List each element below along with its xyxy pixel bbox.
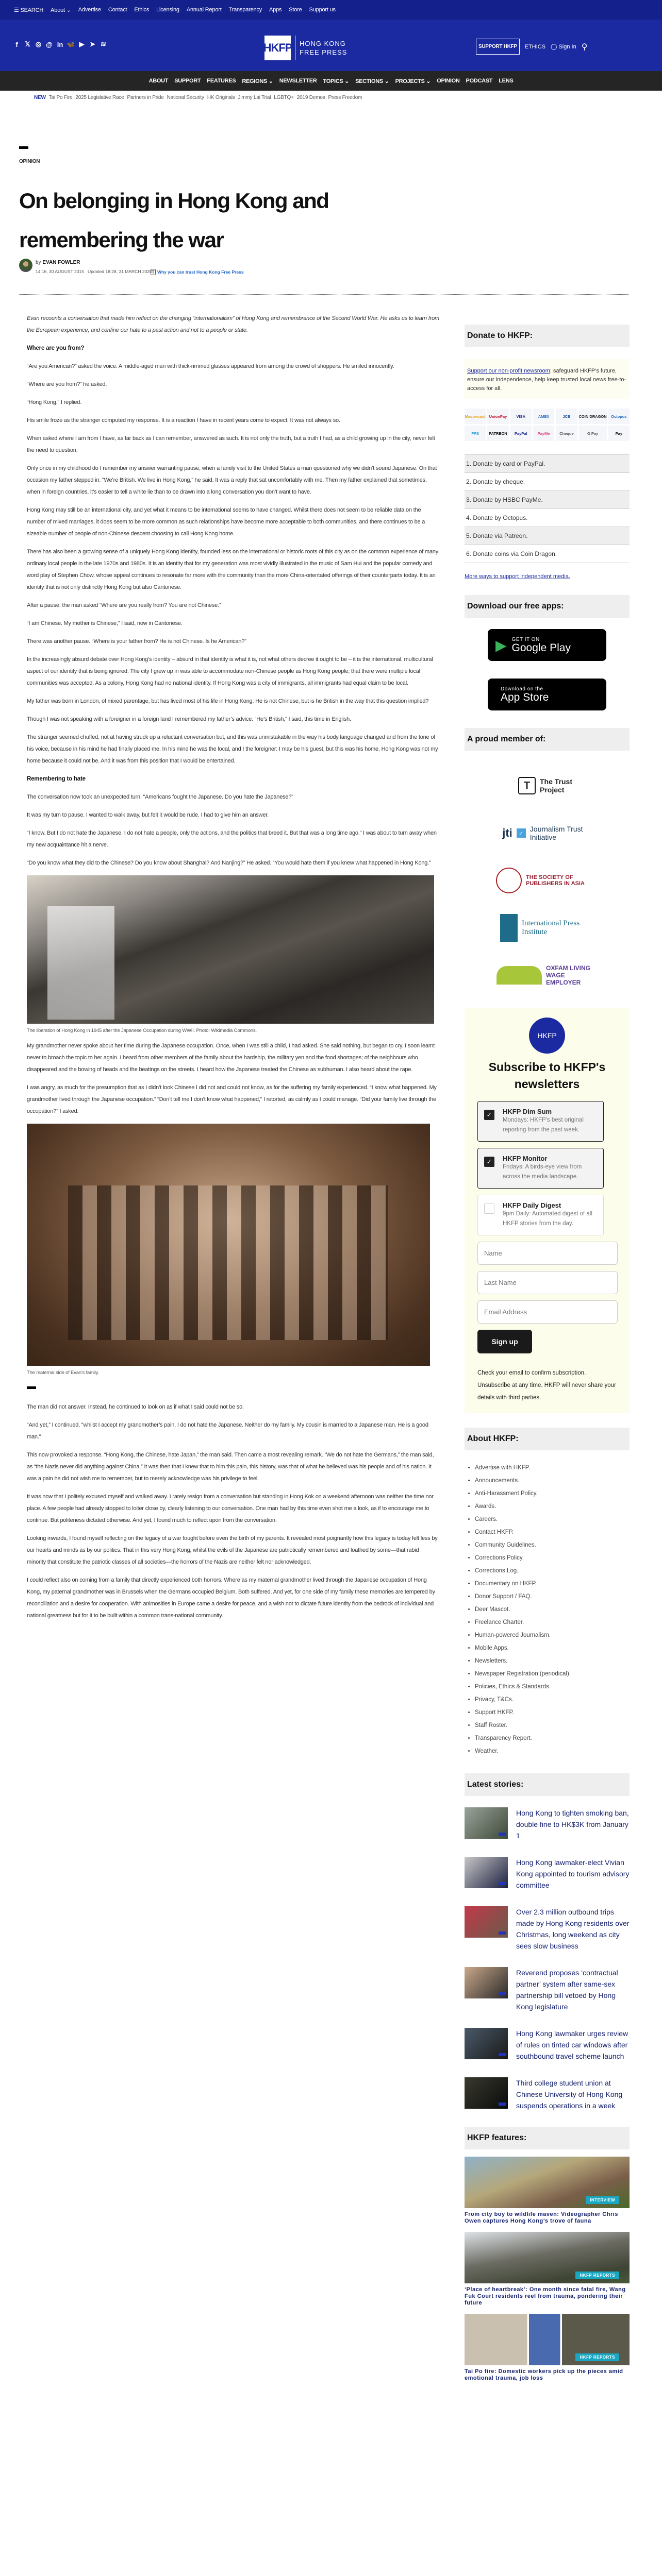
about-link[interactable]: • Support HKFP. bbox=[475, 1706, 630, 1719]
nav-projects[interactable]: PROJECTS ⌄ bbox=[395, 78, 431, 84]
newsletter-text bbox=[503, 1155, 597, 1182]
member-heading: A proud member of: bbox=[465, 728, 630, 751]
newsletter-title: Subscribe to HKFP's newsletters bbox=[488, 1060, 606, 1091]
about-link[interactable]: • Policies, Ethics & Standards. bbox=[475, 1681, 630, 1693]
story-thumbnail[interactable] bbox=[465, 1967, 508, 1998]
about-link[interactable]: • Careers. bbox=[475, 1513, 630, 1526]
newsletter-signup bbox=[465, 1008, 630, 1413]
about-link[interactable]: • Announcements. bbox=[475, 1475, 630, 1487]
article-paragraph: “Where are you from?” he asked. bbox=[27, 381, 107, 387]
article-paragraph: “Are you American?” asked the voice. A middle-aged man with thick-rimmed glasses appeared from among the crowd of shoppers. He smiled innocently. bbox=[27, 363, 394, 369]
checkbox-unchecked[interactable] bbox=[484, 1204, 494, 1214]
article-paragraph: It was now that I politely excused myself and walked away. I rarely resign from a conversation but standing in Hong Kok on a weekend afternoon was neither the time nor place. A few people had already stopped to loiter close by, clearly listening to our conversation. One man had by this time even shot me a look, as if to encourage me to continue. But politeness dictated otherwise. And yet, I found much to reflect upon from the conversation. bbox=[27, 1494, 434, 1523]
article-lead: Evan recounts a conversation that made him reflect on the changing “internationalism” of Hong Kong and remembrance of the Second World War. He asks us to learn from the European experience, and confine our hate to a past action and not to a people or state. bbox=[27, 315, 439, 333]
story-title[interactable]: Hong Kong to tighten smoking ban, double fine to HK$3K from January 1 bbox=[516, 1809, 629, 1840]
payment-method-logo: JCB bbox=[556, 409, 577, 424]
family-photo[interactable] bbox=[27, 1124, 430, 1366]
story-thumbnail[interactable] bbox=[465, 1807, 508, 1839]
logo-mark: HKFP bbox=[264, 36, 291, 60]
top-link-about[interactable]: About ⌄ bbox=[51, 7, 71, 13]
about-link[interactable]: • Freelance Charter. bbox=[475, 1616, 630, 1629]
support-newsroom-link[interactable]: Support our non-profit newsroom bbox=[467, 368, 550, 374]
name-input[interactable] bbox=[477, 1242, 618, 1265]
article-paragraph: My father was born in London, of mixed parentage, but has lived most of his life in Hong Kong. He is not Chinese, but is he British in the way that this question implied? bbox=[27, 698, 429, 704]
member-sopa[interactable] bbox=[465, 857, 630, 904]
article-figure bbox=[27, 875, 439, 1035]
article-figure bbox=[27, 1124, 439, 1377]
latest-story[interactable] bbox=[465, 1967, 630, 2012]
about-link[interactable]: • Documentary on HKFP. bbox=[475, 1578, 630, 1590]
feature-title[interactable]: From city boy to wildlife maven: Videographer Chris Owen captures Hong Kong’s trove of fauna bbox=[465, 2211, 618, 2224]
story-title[interactable]: Hong Kong lawmaker-elect Vivian Kong appointed to tourism advisory committee bbox=[516, 1858, 630, 1889]
article-paragraph: The stranger seemed chuffed, not at having struck up a reluctant conversation but, and this was unmistakable in the way his body language changed and from the tone of his voice, because in his mind he had finally placed me. In his mind he was the local, and I the foreigner: I may be his guest, but this was his home. Hong Kong was not my home because it could not be. And it was from this position that I would be entertained. bbox=[27, 734, 438, 764]
article-paragraph: There has also been a growing sense of a uniquely Hong Kong identity, founded less on the international or historic roots of this city as on the common experience of many ordinary local people in the late 1970s and 1980s. It is an identity that for my generation was most vividly illustrated in the music of Sam Hui and the popular comedy and word play of Stephen Chow, whose appeal continues to resonate far more with the community than the more China-orientated offerings of their counterparts today. It is an identity that is not only distinctly Hong Kong but also Cantonese. bbox=[27, 549, 439, 590]
feature-title[interactable]: ‘Place of heartbreak’: One month since fatal fire, Wang Fuk Court residents reel from trauma, pondering their future bbox=[465, 2286, 626, 2306]
newsletter-name: HKFP Daily Digest bbox=[503, 1201, 561, 1209]
story-title[interactable]: Reverend proposes ‘contractual partner’ system after same-sex partnership bill vetoed by Hong Kong legislature bbox=[516, 1969, 618, 2011]
feature-story[interactable] bbox=[465, 2232, 630, 2307]
about-link[interactable]: • Transparency Report. bbox=[475, 1732, 630, 1745]
trending-link[interactable]: Partners in Pride bbox=[127, 94, 164, 100]
payment-method-logo: VISA bbox=[510, 409, 532, 424]
app-store-big: App Store bbox=[501, 691, 549, 703]
nav-opinion[interactable]: OPINION bbox=[437, 78, 460, 84]
story-thumbnail[interactable] bbox=[465, 1906, 508, 1938]
user-icon: ◯ bbox=[551, 44, 559, 50]
donate-options bbox=[465, 454, 630, 563]
top-utility-bar bbox=[0, 0, 662, 20]
x-icon[interactable]: 𝕏 bbox=[25, 40, 30, 48]
member-name: The Trust Project bbox=[540, 777, 573, 794]
google-play-icon: ▶ bbox=[495, 637, 507, 653]
top-link-support-us[interactable]: Support us bbox=[309, 7, 336, 13]
google-play-button[interactable] bbox=[488, 629, 606, 661]
feature-tag: HKFP REPORTS bbox=[575, 2272, 619, 2279]
about-link[interactable]: • Community Guidelines. bbox=[475, 1539, 630, 1552]
payment-method-logo: PayMe bbox=[533, 426, 554, 441]
section-4-paragraphs bbox=[27, 1401, 439, 1622]
payment-method-logo: UnionPay bbox=[487, 409, 508, 424]
section-3-paragraphs bbox=[27, 1040, 439, 1117]
donate-heading: Donate to HKFP: bbox=[465, 325, 630, 347]
article-paragraph: “And yet,” I continued, “whilst I accept my grandmother’s pain, I do not hate the Japanese. Neither do my family. My cousin is married to a Japanese man. He is a good man.” bbox=[27, 1422, 428, 1440]
payment-method-logo: AMEX bbox=[533, 409, 554, 424]
feature-stories bbox=[465, 2157, 630, 2382]
about-link[interactable]: • Newspaper Registration (periodical). bbox=[475, 1668, 630, 1681]
about-heading: About HKFP: bbox=[465, 1428, 630, 1450]
app-store-button[interactable] bbox=[488, 679, 606, 710]
header-divider bbox=[19, 294, 629, 295]
feature-tag: INTERVIEW bbox=[586, 2196, 619, 2204]
member-oxfam[interactable] bbox=[465, 952, 630, 999]
article-dates bbox=[36, 269, 152, 274]
nav-topics[interactable]: TOPICS ⌄ bbox=[323, 78, 350, 84]
payment-method-logo: G Pay bbox=[579, 426, 607, 441]
figure-caption: The liberation of Hong Kong in 1945 after the Japanese Occupation during WWII. Photo: Wikimedia Commons. bbox=[27, 1028, 257, 1033]
member-jti[interactable] bbox=[465, 809, 630, 857]
trending-link[interactable]: National Security bbox=[167, 94, 204, 100]
trending-link[interactable]: 2025 Legislative Race bbox=[75, 94, 124, 100]
article-paragraph: I was angry, as much for the presumption that as I didn’t look Chinese I did not and could not know, as for the suffering my family experienced. “I know what happened. My grandmother lived through the Japanese occupation.” “Don’t tell me I don’t know what happened,” I retorted, as calmly as I could manage. “Did your family live through the occupation?” I asked. bbox=[27, 1084, 437, 1114]
rss-icon[interactable]: ≋ bbox=[101, 40, 106, 48]
feature-story[interactable] bbox=[465, 2314, 630, 2382]
article-paragraph: It was my turn to pause. I wanted to walk away, but felt it would be rude. I had to give him an answer. bbox=[27, 812, 269, 818]
site-logo[interactable] bbox=[264, 36, 347, 60]
page-content bbox=[0, 104, 662, 2389]
support-hkfp-button[interactable]: SUPPORT HKFP bbox=[476, 39, 520, 55]
bluesky-icon[interactable]: 🦋 bbox=[67, 40, 75, 48]
liberation-photo[interactable] bbox=[27, 875, 434, 1024]
about-link[interactable]: • Human-powered Journalism. bbox=[475, 1629, 630, 1642]
article-paragraph: “Do you know what they did to the Chinese? Do you know about Shanghai? And Nanjing?” He asked. “You would hate them if you knew what happened in Hong Kong.” bbox=[27, 860, 431, 866]
feature-tag: HKFP REPORTS bbox=[575, 2353, 619, 2361]
top-link-store[interactable]: Store bbox=[289, 7, 302, 13]
by-prefix: by bbox=[36, 260, 41, 265]
content-columns bbox=[0, 299, 662, 2389]
article-paragraph: Looking inwards, I found myself reflecting on the legacy of a war fought before even the birth of my parents. It revealed most poignantly how this legacy is today felt less by our hearts and minds as by our politics. That in this very Hong Kong, whilst the evils of the Japanese are patriotically remembered and loathed by some—that rabid minority that constitute the patriotic classes of all societies—the horrors of the Nazis are neither felt nor acknowledged. bbox=[27, 1535, 438, 1565]
updated-date: Updated 18:28, 31 MARCH 2020 bbox=[87, 269, 152, 274]
top-link-apps[interactable]: Apps bbox=[269, 7, 282, 13]
search-icon[interactable]: ⚲ bbox=[581, 42, 588, 52]
trending-nav bbox=[0, 91, 662, 104]
sign-in-link[interactable] bbox=[551, 43, 576, 50]
threads-icon[interactable]: @ bbox=[46, 40, 53, 48]
ipi-logo-icon bbox=[500, 914, 518, 942]
newsletter-text bbox=[503, 1201, 597, 1229]
payment-method-logo: Pay bbox=[608, 426, 630, 441]
article-paragraph: There was another pause. “Where is your father from? He is not Chinese. Is he American?” bbox=[27, 638, 246, 645]
nav-regions[interactable]: REGIONS ⌄ bbox=[242, 78, 273, 84]
donate-option[interactable]: 4. Donate by Octopus. bbox=[465, 509, 630, 527]
donate-box bbox=[465, 359, 630, 399]
newsletter-option[interactable] bbox=[477, 1148, 604, 1189]
article-paragraph: Only once in my childhood do I remember my answer warranting pause, when a family visit to the United States a man questioned why we didn’t sound Japanese. On that occasion my father stepped in: “We’re British. We live in Hong Kong,” he said. It was a reply that sat uncomfortably with me. Then my father explained that sometimes, when in foreign countries, it’s easier to tell a white lie than to be drawn into a long conversation you don’t want to have. bbox=[27, 465, 437, 495]
nav-newsletter[interactable]: NEWSLETTER bbox=[279, 78, 317, 84]
latest-story[interactable] bbox=[465, 1857, 630, 1891]
sopa-seal-icon bbox=[496, 868, 522, 893]
linkedin-icon[interactable]: in bbox=[57, 40, 63, 48]
google-play-big: Google Play bbox=[511, 641, 571, 654]
top-link-advertise[interactable]: Advertise bbox=[78, 7, 101, 13]
article-paragraph: I could reflect also on coming from a family that directly experienced both horrors. Where as my maternal grandmother lived through the Japanese occupation of Hong Kong, my paternal grandmother was in Brussels when the Germans occupied Belgium. Both suffered. And yet, for one side of my family these memories are tempered by reconciliation and a desire for cooperation. With animosities in Europe came a desire for peace, and a wish not to dictate future identity from the bedrock of individual and national greatness but for it to be built within a common trans-national community. bbox=[27, 1577, 435, 1619]
payment-methods bbox=[465, 409, 630, 441]
newsletter-description: Fridays: A birds-eye view from across the media landscape. bbox=[503, 1164, 582, 1180]
nav-features[interactable]: FEATURES bbox=[207, 78, 236, 84]
about-link[interactable]: • Corrections Policy. bbox=[475, 1552, 630, 1565]
about-link[interactable]: • Contact HKFP. bbox=[475, 1526, 630, 1539]
figure-caption: The maternal side of Evan’s family. bbox=[27, 1370, 99, 1376]
article-paragraph: My grandmother never spoke about her time during the Japanese occupation. Once, when I was still a child, I had asked. She said nothing, but began to cry. I soon learnt never to broach the topic to her again. I heard from other members of the family about the hardship, the military yen and the food shortages; of the neighbours who disappeared and the bowing of heads and the beatings on the streets. I heard how the Japanese treated the Chinese as subhuman. I also heard about the rape. bbox=[27, 1043, 435, 1073]
about-link[interactable]: • Deer Mascot. bbox=[475, 1603, 630, 1616]
new-label: NEW bbox=[34, 94, 46, 100]
about-link[interactable]: • Advertise with HKFP. bbox=[475, 1462, 630, 1475]
last-name-input[interactable] bbox=[477, 1271, 618, 1294]
feature-image[interactable] bbox=[465, 2314, 630, 2365]
about-link[interactable]: • Privacy, T&Cs. bbox=[475, 1693, 630, 1706]
section-heading: Remembering to hate bbox=[27, 776, 86, 782]
donate-option[interactable]: 2. Donate by cheque. bbox=[465, 472, 630, 490]
trending-link[interactable]: Press Freedom bbox=[328, 94, 362, 100]
story-title[interactable]: Hong Kong lawmaker urges review of rules on tinted car windows after southbound travel scheme launch bbox=[516, 2029, 628, 2060]
facebook-icon[interactable]: f bbox=[15, 40, 18, 48]
ethics-link[interactable]: ETHICS bbox=[524, 43, 546, 50]
feature-image[interactable] bbox=[465, 2157, 630, 2208]
story-thumbnail[interactable] bbox=[465, 2077, 508, 2109]
telegram-icon[interactable]: ➤ bbox=[90, 40, 95, 48]
payment-method-logo: FPS bbox=[465, 426, 486, 441]
article-paragraph: “Hong Kong,” I replied. bbox=[27, 399, 82, 405]
top-link-annual-report[interactable]: Annual Report bbox=[186, 7, 222, 13]
latest-story[interactable] bbox=[465, 1906, 630, 1952]
instagram-icon[interactable]: ◎ bbox=[35, 40, 42, 48]
donate-text: : safeguard HKFP's future, ensure our independence, help keep trusted local news free-to-access for all. bbox=[467, 368, 626, 392]
logo-line-1: HONG KONG bbox=[300, 40, 346, 47]
donate-option[interactable]: 3. Donate by HSBC PayMe. bbox=[465, 490, 630, 509]
author-name[interactable]: EVAN FOWLER bbox=[42, 260, 80, 265]
member-name: THE SOCIETY OF PUBLISHERS IN ASIA bbox=[526, 874, 585, 887]
article-paragraph: The man did not answer. Instead, he continued to look on as if what I said could not be so. bbox=[27, 1404, 244, 1410]
nav-podcast[interactable]: PODCAST bbox=[466, 78, 493, 84]
newsletter-description: 9pm Daily: Automated digest of all HKFP stories from the day. bbox=[503, 1211, 592, 1227]
top-link-licensing[interactable]: Licensing bbox=[156, 7, 179, 13]
google-play-small: GET IT ON bbox=[511, 636, 540, 642]
nav-lens[interactable]: LENS bbox=[499, 78, 514, 84]
article-paragraph: Though I was not speaking with a foreigner in a foreign land I remembered my father’s advice. “He’s British,” I said, this time in English. bbox=[27, 716, 351, 722]
nav-support[interactable]: SUPPORT bbox=[174, 78, 201, 84]
logo-wordmark bbox=[300, 39, 347, 57]
article-paragraph: “I am Chinese. My mother is Chinese,” I said, now in Cantonese. bbox=[27, 620, 183, 626]
story-title[interactable]: Third college student union at Chinese University of Hong Kong suspends operations in a week bbox=[516, 2079, 623, 2110]
article-paragraph: The conversation now took an unexpected turn. “Americans fought the Japanese. Do you hate the Japanese?” bbox=[27, 794, 293, 800]
newsletter-option[interactable] bbox=[477, 1195, 604, 1235]
feature-story[interactable] bbox=[465, 2157, 630, 2225]
nav-sections[interactable]: SECTIONS ⌄ bbox=[355, 78, 389, 84]
article-paragraph: This now provoked a response. “Hong Kong, the Chinese, hate Japan,” the man said. Then came a most revealing remark. “We do not hate the Germans,” the man said, as “the Nazis never did anything against China.” It was then that I knew that to him this pain, this history, was that of what he believed was his people and of his nation. It was a pain he did not wish me to remember, but to merely acknowledge was his privilege to feel. bbox=[27, 1452, 434, 1482]
top-link-ethics[interactable]: Ethics bbox=[134, 7, 150, 13]
section-heading: Where are you from? bbox=[27, 345, 85, 351]
article-category[interactable]: OPINION bbox=[19, 159, 40, 164]
oxfam-logo-icon bbox=[496, 966, 542, 985]
check-icon: ✓ bbox=[517, 828, 526, 838]
section-2-paragraphs bbox=[27, 791, 439, 869]
top-link-contact[interactable]: Contact bbox=[108, 7, 127, 13]
sign-in-label: Sign In bbox=[558, 44, 576, 50]
author-avatar[interactable] bbox=[19, 259, 32, 272]
article-paragraph: His smile froze as the stranger computed my response. It is a reaction I have in recent years come to expect. It was not always so. bbox=[27, 417, 340, 423]
trending-link[interactable]: Tai Po Fire bbox=[48, 94, 73, 100]
trust-project-logo-icon: T bbox=[518, 777, 536, 794]
newsletter-option[interactable] bbox=[477, 1101, 604, 1142]
donate-option[interactable]: 6. Donate coins via Coin Dragon. bbox=[465, 545, 630, 563]
member-name: OXFAM LIVING WAGE EMPLOYER bbox=[546, 964, 591, 986]
section-1-paragraphs bbox=[27, 361, 439, 767]
about-link[interactable]: • Staff Roster. bbox=[475, 1719, 630, 1732]
story-thumbnail[interactable] bbox=[465, 1857, 508, 1888]
feature-title[interactable]: Tai Po fire: Domestic workers pick up the pieces amid emotional trauma, job loss bbox=[465, 2368, 623, 2381]
sign-up-button[interactable]: Sign up bbox=[477, 1330, 532, 1353]
about-link[interactable]: • Mobile Apps. bbox=[475, 1642, 630, 1655]
hkfp-circle-logo: HKFP bbox=[529, 1018, 565, 1054]
latest-story[interactable] bbox=[465, 2077, 630, 2111]
nav-about[interactable]: ABOUT bbox=[148, 78, 169, 84]
byline bbox=[19, 259, 152, 274]
article-paragraph: After a pause, the man asked “Where are you really from? You are not Chinese.” bbox=[27, 602, 221, 608]
member-name: Journalism Trust Initiative bbox=[529, 825, 583, 841]
article-header bbox=[0, 104, 662, 299]
logo-line-2: FREE PRESS bbox=[300, 48, 347, 56]
jti-logo-icon: jti bbox=[502, 826, 512, 839]
main-nav bbox=[0, 71, 662, 91]
payment-method-logo: COIN DRAGON bbox=[579, 409, 607, 424]
trust-project-link[interactable] bbox=[151, 269, 244, 275]
member-name: International Press Institute bbox=[522, 919, 580, 936]
more-ways-link[interactable]: More ways to support independent media. bbox=[465, 573, 570, 580]
latest-story[interactable] bbox=[465, 1807, 630, 1841]
newsletter-note: Check your email to confirm subscription. Unsubscribe at any time. HKFP will never share your details with third parties. bbox=[477, 1370, 616, 1401]
member-ipi[interactable] bbox=[465, 904, 630, 952]
about-link[interactable]: • Corrections Log. bbox=[475, 1565, 630, 1578]
section-separator bbox=[27, 1386, 36, 1389]
newsletter-name: HKFP Dim Sum bbox=[503, 1108, 552, 1115]
story-thumbnail[interactable] bbox=[465, 2028, 508, 2059]
article-paragraph: “I know. But I do not hate the Japanese. I do not hate a people, only the actions, and the politics that breed it. But that was a long time ago.” I was about to turn away when my new acquaintance hit a nerve. bbox=[27, 830, 437, 848]
trust-project-icon: T bbox=[151, 269, 156, 275]
payment-method-logo: Octopus bbox=[608, 409, 630, 424]
about-link[interactable]: • Weather. bbox=[475, 1745, 630, 1758]
donate-option[interactable]: 5. Donate via Patreon. bbox=[465, 527, 630, 545]
donate-option[interactable]: 1. Donate by card or PayPal. bbox=[465, 454, 630, 472]
email-input[interactable] bbox=[477, 1300, 618, 1324]
article-title: On belonging in Hong Kong and remembering the war bbox=[19, 189, 329, 252]
apps-heading: Download our free apps: bbox=[465, 595, 630, 618]
trust-link-label: Why you can trust Hong Kong Free Press bbox=[157, 269, 244, 275]
payment-method-logo: PATREON bbox=[487, 426, 508, 441]
feature-image[interactable] bbox=[465, 2232, 630, 2283]
checkbox-checked[interactable]: ✓ bbox=[484, 1110, 494, 1120]
article-body bbox=[27, 299, 439, 1628]
about-link[interactable]: • Newsletters. bbox=[475, 1655, 630, 1668]
trending-link[interactable]: HK Originals bbox=[207, 94, 235, 100]
article-paragraph: In the increasingly absurd debate over Hong Kong’s identity – absurd in that identity is what it is, not what others decree it ought to be – it is the international, multicultural aspect of our identity that is being ignored. The city I grew up in was able to accommodate non-Chinese people as Hong Kong people; that there were multiple local communities was accepted. As a colony, Hong Kong had no national identity. If Hong Kong was a city of immigrants, all immigrants had equal claim to be local. bbox=[27, 656, 433, 686]
newsletter-text bbox=[503, 1108, 597, 1135]
kicker-accent-bar bbox=[19, 146, 28, 149]
youtube-icon[interactable]: ▶ bbox=[79, 40, 85, 48]
trending-link[interactable]: LGBTQ+ bbox=[274, 94, 294, 100]
member-trust-project[interactable] bbox=[465, 762, 630, 809]
latest-story[interactable] bbox=[465, 2028, 630, 2062]
header-actions bbox=[476, 39, 587, 55]
article-paragraph: Hong Kong may still be an international city, and yet what it means to be international seems to have changed. Whilst there does not seem to be reliable data on the number of mixed marriages, it does seem to be more common as such relationships have become more acceptable to both communities, and there continues to be a sizeable number of people of non-Chinese descent choosing to call Hong Kong home. bbox=[27, 507, 425, 537]
trending-link[interactable]: Jimmy Lai Trial bbox=[238, 94, 271, 100]
latest-stories bbox=[465, 1807, 630, 2111]
article-paragraph: When asked where I am from I have, as far back as I can remember, answered as such. It is not only the truth, but a truth I had, as a child growing up in the city, never felt the need to question. bbox=[27, 435, 435, 453]
newsletter-name: HKFP Monitor bbox=[503, 1155, 548, 1162]
sidebar bbox=[465, 299, 630, 2389]
top-link-transparency[interactable]: Transparency bbox=[228, 7, 262, 13]
about-links bbox=[465, 1462, 630, 1758]
trending-link[interactable]: 2019 Demos bbox=[296, 94, 325, 100]
features-heading: HKFP features: bbox=[465, 2127, 630, 2149]
newsletter-options bbox=[477, 1101, 617, 1235]
about-link[interactable]: • Donor Support / FAQ. bbox=[475, 1590, 630, 1603]
payment-method-logo: Mastercard bbox=[465, 409, 486, 424]
checkbox-checked[interactable]: ✓ bbox=[484, 1157, 494, 1167]
newsletter-description: Mondays: HKFP's best original reporting from the past week. bbox=[503, 1117, 584, 1133]
about-link[interactable]: • Awards. bbox=[475, 1500, 630, 1513]
payment-method-logo: Cheque bbox=[556, 426, 577, 441]
social-links bbox=[13, 39, 107, 49]
byline-author bbox=[36, 260, 152, 265]
about-link[interactable]: • Anti-Harassment Policy. bbox=[475, 1487, 630, 1500]
app-store-small: Download on the bbox=[501, 686, 543, 692]
published-date: 14:16, 30 AUGUST 2015 bbox=[36, 269, 84, 274]
story-title[interactable]: Over 2.3 million outbound trips made by Hong Kong residents over Christmas, long weekend as city sees slow business bbox=[516, 1908, 630, 1950]
payment-method-logo: PayPal bbox=[510, 426, 532, 441]
site-header bbox=[0, 20, 662, 71]
latest-heading: Latest stories: bbox=[465, 1773, 630, 1796]
search-menu-link[interactable]: ☰ SEARCH bbox=[14, 7, 44, 13]
